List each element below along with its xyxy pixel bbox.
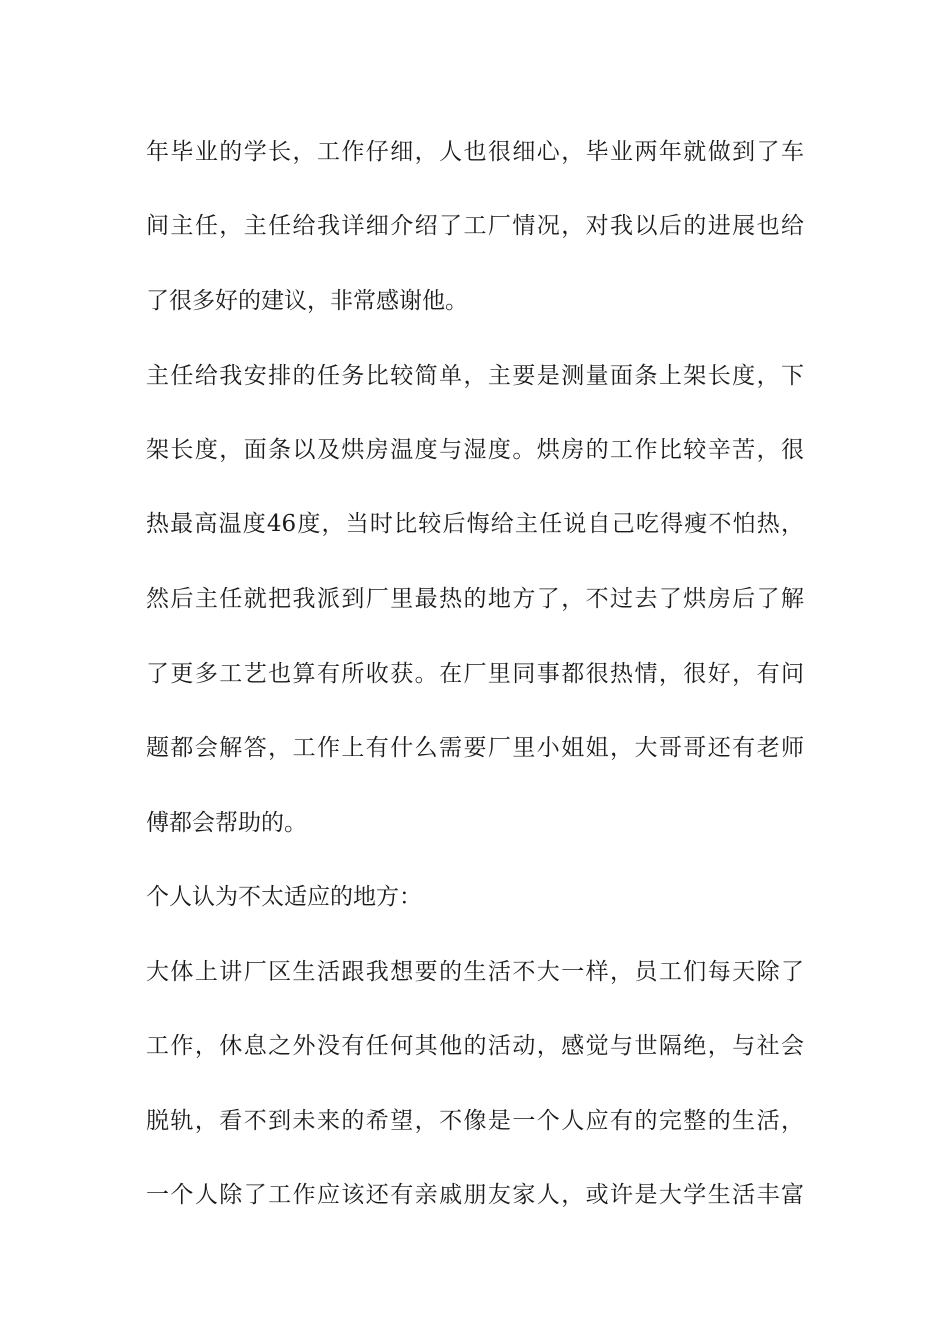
text-line: 了很多好的建议，非常感谢他。 — [146, 288, 468, 314]
text-line: 间主任，主任给我详细介绍了工厂情况，对我以后的进展也给 — [146, 213, 804, 239]
text-line: 一个人除了工作应该还有亲戚朋友家人，或许是大学生活丰富 — [146, 1182, 804, 1208]
text-line: 了更多工艺也算有所收获。在厂里同事都很热情，很好，有问 — [146, 661, 804, 687]
text-line: 年毕业的学长，工作仔细，人也很细心，毕业两年就做到了车 — [146, 139, 804, 165]
text-line: 热最高温度46度，当时比较后悔给主任说自己吃得瘦不怕热， — [146, 511, 804, 537]
section-heading: 个人认为不太适应的地方： — [146, 884, 422, 910]
text-line: 大体上讲厂区生活跟我想要的生活不大一样，员工们每天除了 — [146, 959, 804, 985]
text-line: 主任给我安排的任务比较简单，主要是测量面条上架长度，下 — [146, 363, 804, 389]
text-line: 然后主任就把我派到厂里最热的地方了，不过去了烘房后了解 — [146, 586, 804, 612]
text-line: 架长度，面条以及烘房温度与湿度。烘房的工作比较辛苦，很 — [146, 437, 804, 463]
text-line: 题都会解答，工作上有什么需要厂里小姐姐，大哥哥还有老师 — [146, 735, 804, 761]
text-line: 工作，休息之外没有任何其他的活动，感觉与世隔绝，与社会 — [146, 1033, 804, 1059]
text-line: 脱轨，看不到未来的希望，不像是一个人应有的完整的生活， — [146, 1108, 804, 1134]
text-line: 傅都会帮助的。 — [146, 810, 307, 836]
